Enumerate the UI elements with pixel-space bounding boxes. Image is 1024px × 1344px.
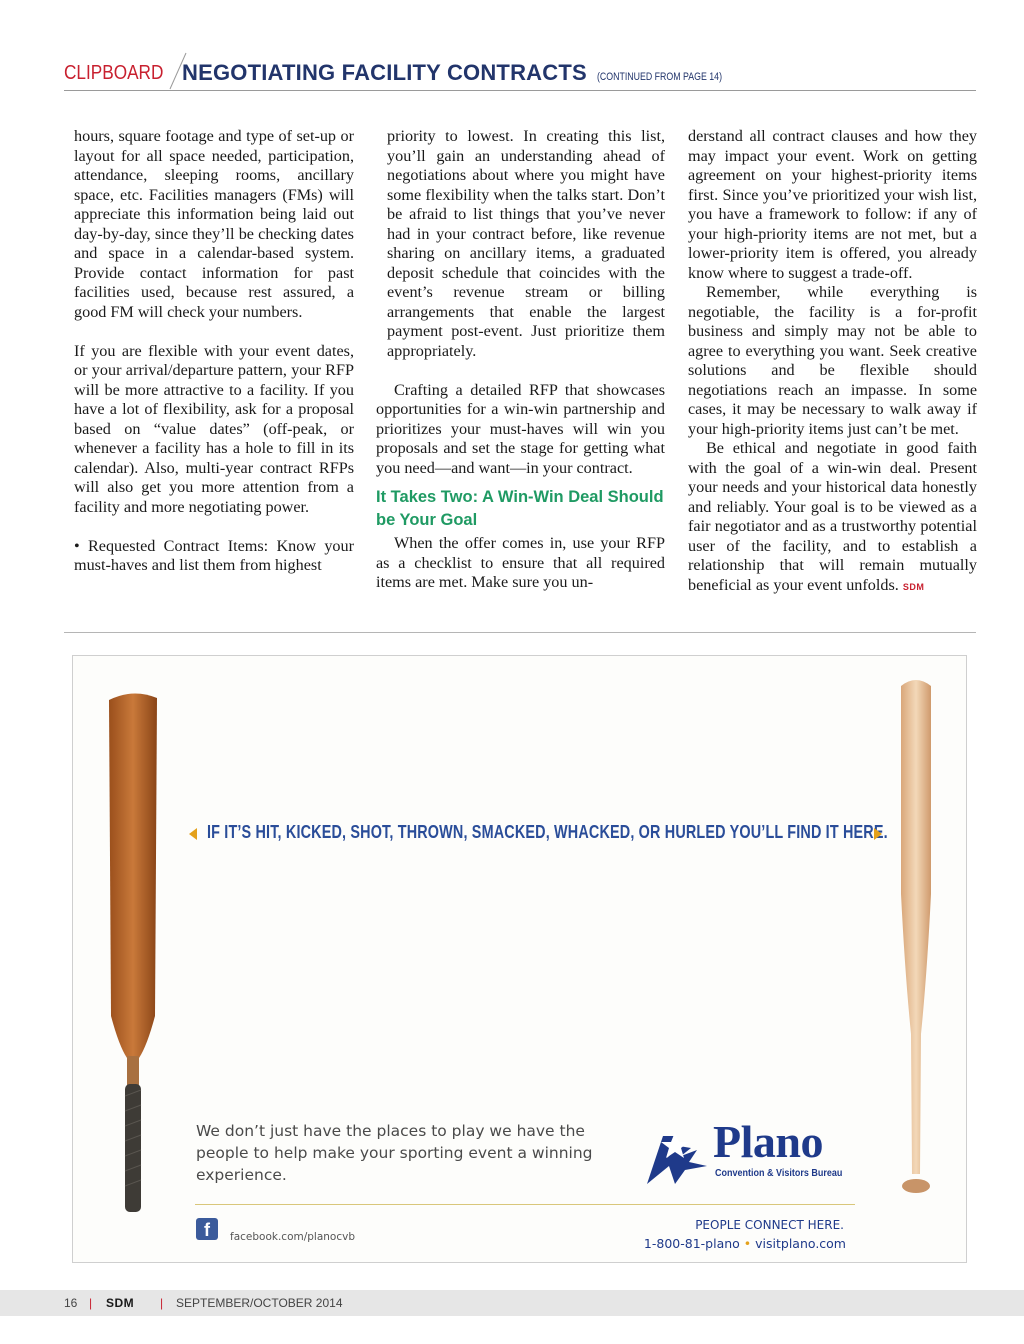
connect-slogan: PEOPLE CONNECT HERE. (695, 1218, 844, 1232)
article-title-text: NEGOTIATING FACILITY CONTRACTS (182, 60, 587, 85)
page-header (64, 52, 976, 92)
ad-body-copy: We don’t just have the places to play we have the people to help make your sporting event a winning experience. (196, 1122, 593, 1184)
magazine-brand: SDM (106, 1296, 135, 1310)
ad-divider (195, 1204, 855, 1205)
paragraph: When the offer comes in, use your RFP as a checklist to ensure that all required items are met. Make sure you un- (376, 534, 665, 591)
issue-date: SEPTEMBER/OCTOBER 2014 (176, 1296, 343, 1310)
text-column-2 (376, 127, 665, 593)
footer-separator: | (160, 1296, 164, 1310)
article-title (182, 60, 753, 86)
facebook-link[interactable]: facebook.com/planocvb (230, 1231, 356, 1243)
end-mark: SDM (902, 581, 925, 592)
phone-number: 1-800-81-plano (643, 1236, 740, 1251)
contact-line (644, 1236, 846, 1251)
text-column-1 (74, 127, 354, 576)
page-footer (0, 1290, 1024, 1316)
paragraph: hours, square footage and type of set-up or layout for all space needed, participation, attendance, sleeping rooms, ancillary space, etc. Facilities managers (FMs) will appreciate this information being laid out day-by-day, since they’ll be checking dates and space in a calendar-based system. Provide contact information for past facilities used, because rest assured, a good FM will check your numbers. (74, 127, 354, 321)
bullet-dot: • (743, 1236, 752, 1251)
paragraph: If you are flexible with your event dates, or your arrival/departure pattern, your RFP will be more attractive to a facility. If you have a lot of flexibility, ask for a proposal based on “value dates” (off-peak, or whenever a facility has a hole to fill in its calendar). Also, multi-year contract RFPs will also get you more attention from a facility and more negotiating power. (74, 341, 354, 516)
page-number: 16 (64, 1296, 78, 1310)
paragraph-gap (376, 361, 665, 381)
section-label: CLIPBOARD (64, 62, 164, 84)
ad-tagline: IF IT’S HIT, KICKED, SHOT, THROWN, SMACKED, WHACKED, OR HURLED YOU’LL FIND IT HERE. (207, 822, 888, 842)
cricket-bat-image (103, 686, 163, 1226)
paragraph: priority to lowest. In creating this list, you’ll gain an understanding ahead of negotiations about where you might have some flexibility when the talks start. Don’t be afraid to list things that you’ve never had in your contract before, like revenue sharing on ancillary items, a graduated deposit schedule that coincides with the event’s revenue stream or billing arrangements that enable the largest payment post-event. Just prioritize them appropriately. (387, 127, 665, 360)
paragraph: Remember, while everything is negotiable, the facility is a for-profit business and simply may not be able to agree to everything you want. Seek creative solutions and be flexible should negotiations reach an impasse. In some cases, it may be necessary to walk away if your high-priority items just can’t be met. (688, 283, 977, 438)
section-subheading: It Takes Two: A Win-Win Deal Should be Your Goal (376, 488, 664, 529)
continued-note: (CONTINUED FROM PAGE 14) (597, 71, 723, 83)
arrow-left-icon (189, 828, 197, 840)
bullet-item: • Requested Contract Items: Know your must-haves and list them from highest (74, 536, 354, 574)
plano-star-logo-icon (645, 1126, 711, 1186)
paragraph-text: Be ethical and negotiate in good faith with the goal of a win-win deal. Present your needs and your historical data honestly and reliably. Your goal is to be viewed as a fair negotiator and as a trustworthy potential user of the facility, and to establish a relationship that will remain mutually beneficial as your event unfolds. (688, 439, 977, 594)
text-column-3 (688, 127, 977, 597)
paragraph: derstand all contract clauses and how they may impact your event. Work on getting agreement on your highest-priority items first. Since you’ve prioritized your wish list, you have a framework to follow: if any of your high-priority items are not met, but a lower-priority item is offered, you already know where to suggest a trade-off. (688, 127, 977, 282)
header-rule (64, 90, 976, 91)
paragraph-gap (74, 322, 354, 342)
website-link[interactable]: visitplano.com (755, 1236, 846, 1251)
facebook-icon: f (196, 1218, 218, 1240)
paragraph (688, 439, 977, 597)
arrow-right-icon (874, 828, 882, 840)
section-rule (64, 632, 976, 633)
plano-wordmark: Plano (713, 1116, 823, 1167)
baseball-bat-image (891, 674, 941, 1214)
footer-separator: | (89, 1296, 93, 1310)
paragraph-gap (74, 517, 354, 537)
plano-subtitle: Convention & Visitors Bureau (715, 1168, 843, 1179)
paragraph: Crafting a detailed RFP that showcases opportunities for a win-win partnership and prioritizes your must-haves will win you proposals and set the stage for getting what you need—and want—in your contract. (376, 380, 665, 477)
plano-advertisement (72, 655, 967, 1263)
